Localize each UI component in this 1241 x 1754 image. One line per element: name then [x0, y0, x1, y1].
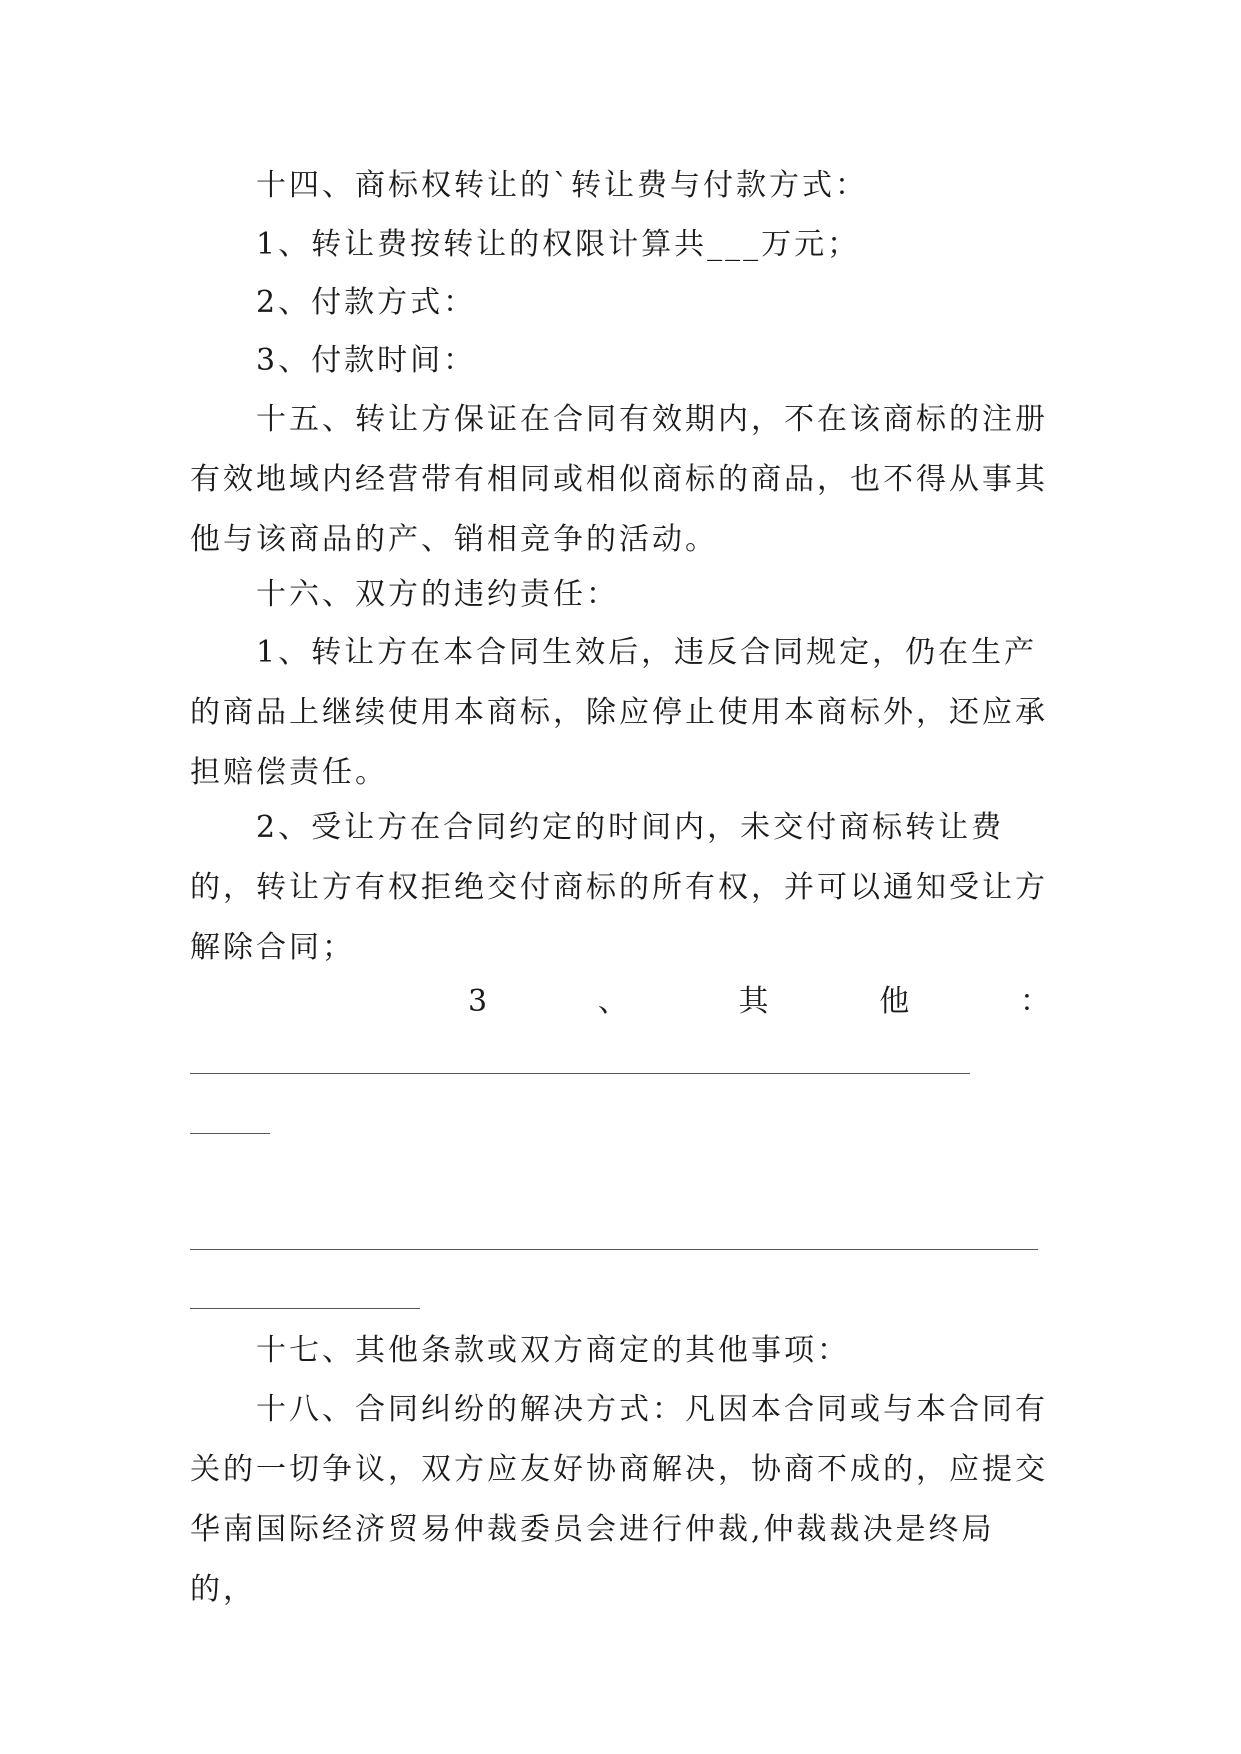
paragraph-16: 十六、双方的违约责任： — [256, 577, 619, 612]
paragraph-14-item-3: 3、付款时间： — [256, 343, 477, 378]
paragraph-16-item-2: 2、受让方在合同约定的时间内，未交付商标转让费的，转让方有权拒绝交付商标的所有权，并可以通知受让方解除合同； — [190, 810, 1048, 965]
blank-line-3 — [190, 1249, 1038, 1250]
blank-line-4 — [190, 1308, 420, 1309]
paragraph-16-item-3-other — [190, 972, 1050, 1032]
paragraph-14-item-2: 2、付款方式： — [256, 285, 477, 320]
other-item-separator: 、 — [597, 984, 628, 1019]
paragraph-16-item-1: 1、转让方在本合同生效后，违反合同规定，仍在生产的商品上继续使用本商标，除应停止使用本商标外，还应承担赔偿责任。 — [190, 635, 1048, 790]
blank-line-2 — [190, 1133, 270, 1134]
paragraph-17: 十七、其他条款或双方商定的其他事项： — [256, 1333, 850, 1368]
other-item-colon: ： — [1019, 984, 1050, 1019]
other-item-char-2: 他 — [879, 984, 910, 1019]
paragraph-18: 十八、合同纠纷的解决方式：凡因本合同或与本合同有关的一切争议，双方应友好协商解决，协商不成的，应提交华南国际经济贸易仲裁委员会进行仲裁,仲裁裁决是终局的， — [190, 1392, 1048, 1607]
paragraph-14-item-1: 1、转让费按转让的权限计算共___万元； — [256, 227, 861, 262]
blank-line-1 — [190, 1073, 970, 1074]
paragraph-15: 十五、转让方保证在合同有效期内，不在该商标的注册有效地域内经营带有相同或相似商标的商品，也不得从事其他与该商品的产、销相竞争的活动。 — [190, 402, 1048, 557]
paragraph-14: 十四、商标权转让的`转让费与付款方式： — [256, 168, 868, 203]
other-item-char-1: 其 — [738, 984, 769, 1019]
other-item-number: 3 — [468, 984, 488, 1019]
